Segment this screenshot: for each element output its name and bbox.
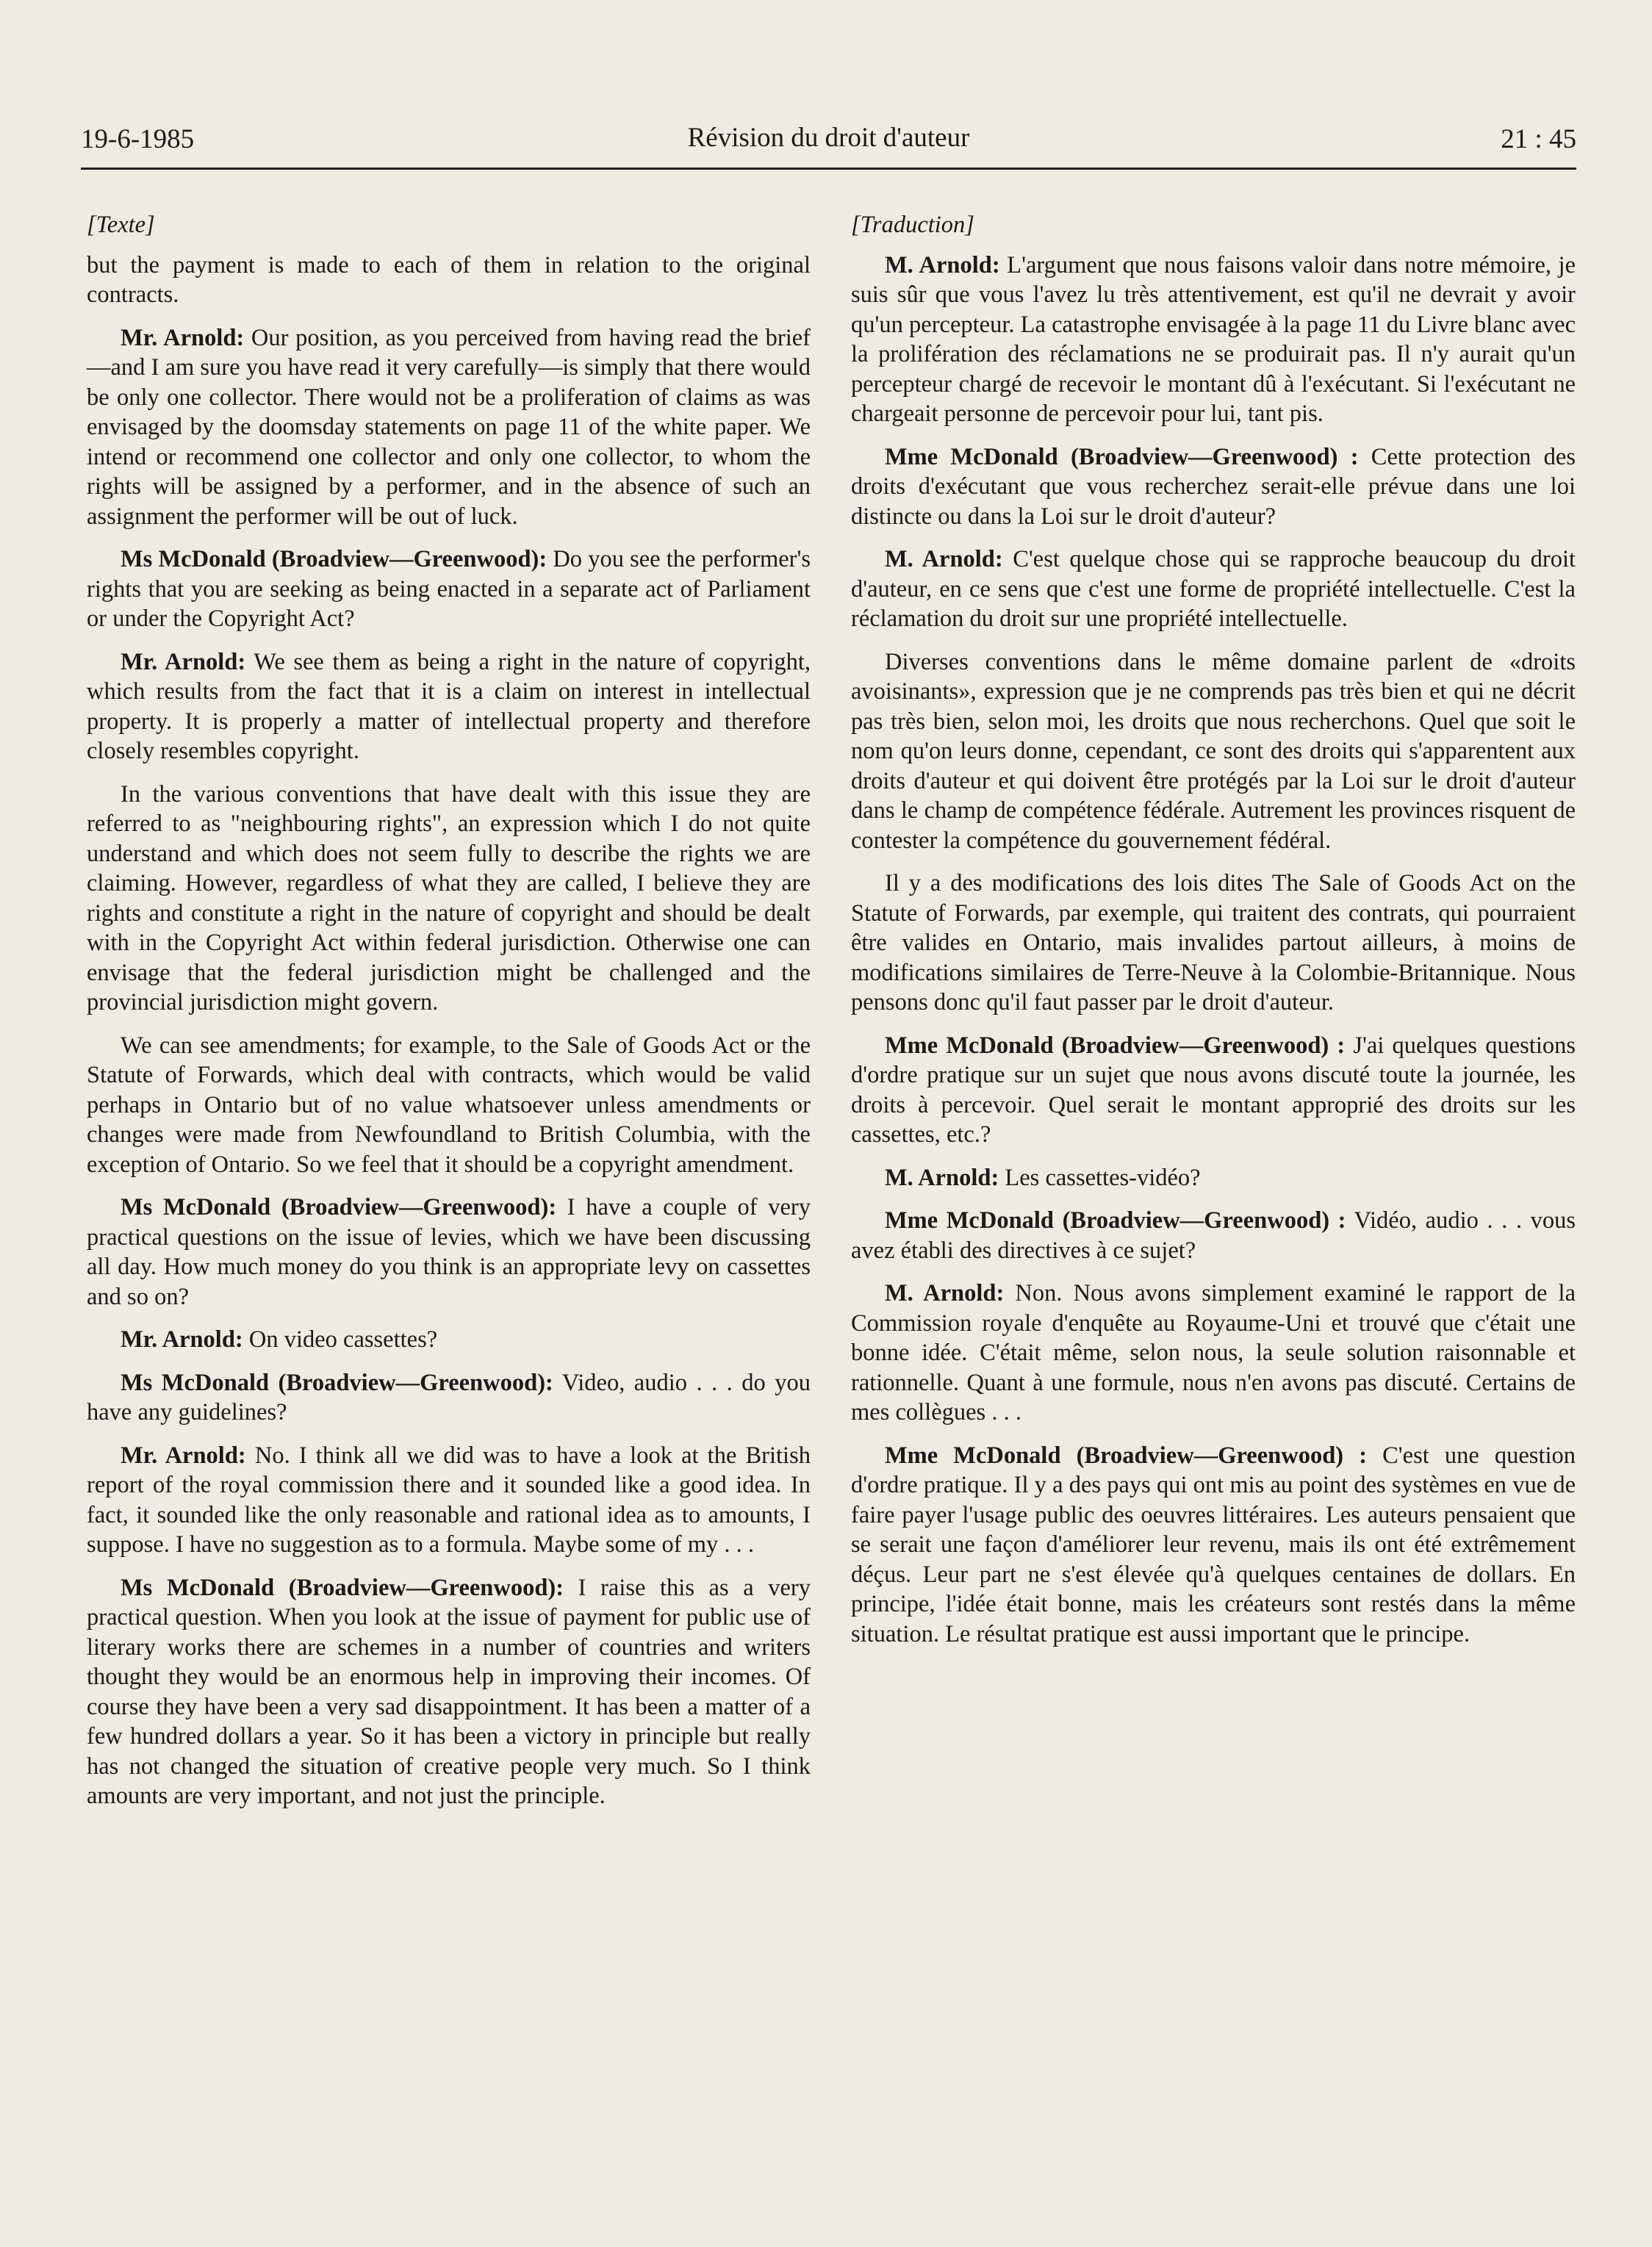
paragraph-text: I raise this as a very practical question. When you look at the issue of payment for public use of literary works there are schemes in a number of countries and writers thought they would be an enormous help in improving their incomes. Of course they have been a very sad disappointment. It has been a matter of a few hundred dollars a year. So it has been a victory in principle but really has not changed the situation of creative people very much. So I think amounts are very important, and not just the principle. xyxy=(87,1574,811,1809)
paragraph-text: In the various conventions that have dealt with this issue they are referred to as "neighbouring rights", an expression which I do not quite understand and which does not seem fully to describe the rights we are claiming. However, regardless of what they are called, I believe they are rights and constitute a right in the nature of copyright and should be dealt with in the Copyright Act within federal jurisdiction. Otherwise one can envisage that the federal jurisdiction might be challenged and the provincial jurisdiction might govern. xyxy=(87,780,811,1015)
paragraph-text: No. I think all we did was to have a look at the British report of the royal commission there and it sounded like a good idea. In fact, it sounded like the only reasonable and rational idea as to amounts, I suppose. I have no suggestion as to a formula. Maybe some of my . . . xyxy=(87,1442,811,1558)
speaker-name: Ms McDonald (Broadview—Greenwood): xyxy=(121,1574,564,1601)
transcript-paragraph xyxy=(87,1031,811,1180)
header-title: Révision du droit d'auteur xyxy=(687,123,970,153)
transcript-paragraph xyxy=(87,1193,811,1312)
header-date: 19-6-1985 xyxy=(81,124,195,154)
column-label-traduction: [Traduction] xyxy=(851,212,974,238)
transcript-paragraph xyxy=(851,544,1576,634)
paragraph-text: Our position, as you perceived from having read the brief—and I am sure you have read it very carefully—is simply that there would be only one collector. There would not be a proliferation of claims as was envisaged by the doomsday statements on page 11 of the white paper. We intend or recommend one collector and only one collector, to whom the rights will be assigned by a performer, and in the absence of such an assignment the performer will be out of luck. xyxy=(87,324,811,530)
speaker-name: Mme McDonald (Broadview—Greenwood) : xyxy=(885,1032,1346,1059)
paragraph-text: Non. Nous avons simplement examiné le rapport de la Commission royale d'enquête au Royaume-Uni et trouvé que c'était une bonne idée. C'était même, selon nous, la seule solution raisonnable et rationnelle. Quant à une formule, nous n'en avons pas discuté. Certains de mes collègues . . . xyxy=(851,1280,1576,1426)
paragraph-text: We can see amendments; for example, to the Sale of Goods Act or the Statute of Forwards, which deal with contracts, which would be valid perhaps in Ontario but of no value whatsoever unless amendments or changes were made from Newfoundland to British Columbia, with the exception of Ontario. So we feel that it should be a copyright amendment. xyxy=(87,1032,811,1178)
column-label-texte: [Texte] xyxy=(87,212,155,238)
paragraph-text: C'est quelque chose qui se rapproche beaucoup du droit d'auteur, en ce sens que c'est une forme de propriété intellectuelle. C'est la réclamation du droit sur une propriété intellectuelle. xyxy=(851,546,1576,632)
speaker-name: Ms McDonald (Broadview—Greenwood): xyxy=(121,1194,557,1220)
page-header xyxy=(81,123,1576,170)
paragraph-text: Vidéo, audio . . . vous avez établi des directives à ce sujet? xyxy=(851,1207,1576,1264)
paragraph-text: On video cassettes? xyxy=(243,1326,438,1353)
paragraph-text: Video, audio . . . do you have any guidelines? xyxy=(87,1369,811,1426)
transcript-paragraph xyxy=(851,1441,1576,1650)
paragraph-text: I have a couple of very practical questions on the issue of levies, which we have been discussing all day. How much money do you think is an appropriate levy on cassettes and so on? xyxy=(87,1194,811,1310)
transcript-paragraph xyxy=(851,1163,1576,1193)
paragraph-text: L'argument que nous faisons valoir dans notre mémoire, je suis sûr que vous l'avez lu très attentivement, est qu'il ne devrait y avoir qu'un percepteur. La catastrophe envisagée à la page 11 du Livre blanc avec la prolifération des réclamations ne se produirait pas. Il n'y aurait qu'un percepteur chargé de recevoir le montant dû à l'exécutant. Si l'exécutant ne chargeait personne de percevoir pour lui, tant pis. xyxy=(851,251,1576,427)
speaker-name: M. Arnold: xyxy=(885,1164,999,1191)
transcript-paragraph xyxy=(851,647,1576,856)
paragraph-text: Il y a des modifications des lois dites The Sale of Goods Act on the Statute of Forwards, par exemple, qui traitent des contrats, qui pourraient être valides en Ontario, mais invalides partout ailleurs, à moins de modifications similaires de Terre-Neuve à la Colombie-Britannique. Nous pensons donc qu'il faut passer par le droit d'auteur. xyxy=(851,870,1576,1015)
speaker-name: Mme McDonald (Broadview—Greenwood) : xyxy=(885,1207,1346,1234)
speaker-name: Mr. Arnold: xyxy=(121,1326,243,1353)
speaker-name: Mme McDonald (Broadview—Greenwood) : xyxy=(885,443,1359,470)
paragraph-text: Do you see the performer's rights that you are seeking as being enacted in a separate act of Parliament or under the Copyright Act? xyxy=(87,546,811,632)
speaker-name: M. Arnold: xyxy=(885,251,1000,278)
speaker-name: M. Arnold: xyxy=(885,546,1003,572)
transcript-paragraph xyxy=(851,442,1576,532)
english-column xyxy=(87,210,811,1824)
paragraph-text: C'est une question d'ordre pratique. Il y a des pays qui ont mis au point des systèmes en vue de faire payer l'usage public des oeuvres littéraires. Les auteurs pensaient que se serait une façon d'améliorer leur revenu, mais ils ont été extrêmement déçus. Leur part ne s'est élevée qu'à quelques centaines de dollars. En principe, l'idée était bonne, mais les créateurs sont restés dans la même situation. Le résultat pratique est aussi important que le principe. xyxy=(851,1442,1576,1647)
speaker-name: M. Arnold: xyxy=(885,1280,1005,1306)
paragraph-text: We see them as being a right in the nature of copyright, which results from the fact that it is a claim on interest in intellectual property. It is properly a matter of intellectual property and therefore closely resembles copyright. xyxy=(87,648,811,764)
speaker-name: Mr. Arnold: xyxy=(121,1442,246,1469)
transcript-paragraph xyxy=(87,1325,811,1355)
header-page-number: 21 : 45 xyxy=(1501,124,1576,154)
transcript-paragraph xyxy=(87,647,811,766)
paragraph-text: Les cassettes-vidéo? xyxy=(999,1164,1201,1191)
paragraph-text: Diverses conventions dans le même domaine parlent de «droits avoisinants», expression que je ne comprends pas très bien et qui ne décrit pas très bien, selon moi, les droits que nous recherchons. Quel que soit le nom qu'on leurs donne, cependant, ce sont des droits qui s'apparentent aux droits d'auteur et qui doivent être protégés par la Loi sur le droit d'auteur dans le champ de compétence fédérale. Autrement les provinces risquent de contester la compétence du gouvernement fédéral. xyxy=(851,648,1576,854)
speaker-name: Mr. Arnold: xyxy=(121,324,245,351)
paragraph-text: J'ai quelques questions d'ordre pratique sur un sujet que nous avons discuté toute la journée, les droits à percevoir. Quel serait le montant approprié des droits sur les cassettes, etc.? xyxy=(851,1032,1576,1148)
transcript-paragraph xyxy=(87,251,811,310)
transcript-paragraph xyxy=(87,544,811,634)
french-column xyxy=(851,210,1576,1662)
transcript-paragraph xyxy=(87,323,811,532)
transcript-paragraph xyxy=(87,1441,811,1560)
paragraph-text: but the payment is made to each of them in relation to the original contracts. xyxy=(87,251,811,308)
transcript-paragraph xyxy=(87,1573,811,1811)
speaker-name: Ms McDonald (Broadview—Greenwood): xyxy=(121,546,547,572)
speaker-name: Mr. Arnold: xyxy=(121,648,246,675)
transcript-paragraph xyxy=(851,1206,1576,1265)
transcript-paragraph xyxy=(87,780,811,1018)
transcript-paragraph xyxy=(851,251,1576,429)
transcript-paragraph xyxy=(87,1368,811,1428)
transcript-paragraph xyxy=(851,869,1576,1018)
speaker-name: Ms McDonald (Broadview—Greenwood): xyxy=(121,1369,553,1396)
transcript-paragraph xyxy=(851,1031,1576,1150)
paragraph-text: Cette protection des droits d'exécutant que vous recherchez serait-elle prévue dans une loi distincte ou dans la Loi sur le droit d'auteur? xyxy=(851,443,1576,530)
transcript-paragraph xyxy=(851,1279,1576,1428)
speaker-name: Mme McDonald (Broadview—Greenwood) : xyxy=(885,1442,1368,1469)
